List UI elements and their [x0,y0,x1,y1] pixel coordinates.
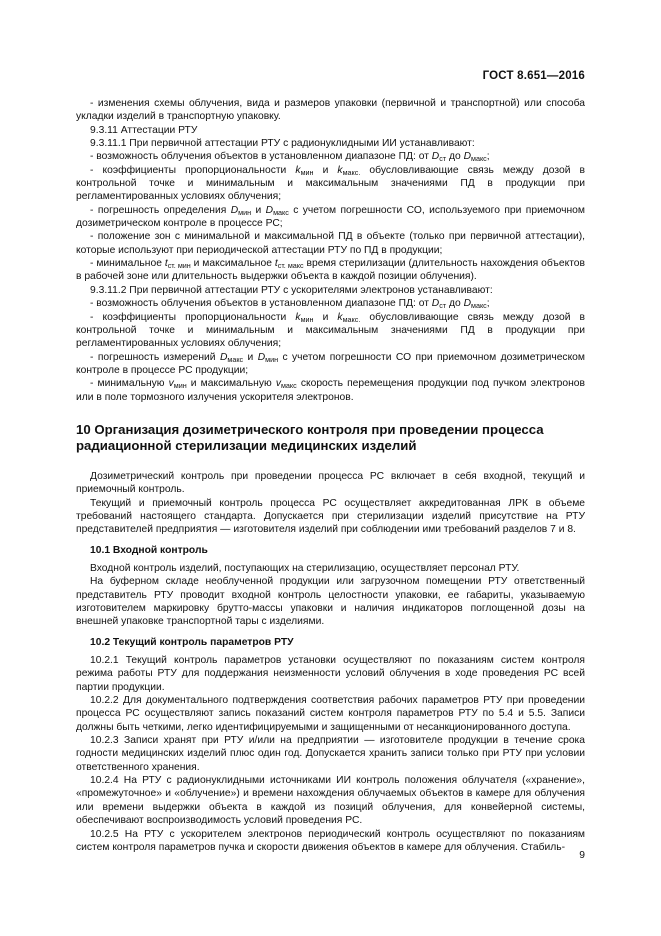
list-item: - погрешность измерений $D_{макс}$ и $D_{мин}$ с учетом погрешности СО при приемочном дозиметрическом контроле в процессе РС продукции; [76,351,585,376]
list-item: - минимальное $t_{ст. мин}$ и максимальное $t_{ст. макс}$ время стерилизации (длительность нахождения объектов в рабочей зоне или длительность выдержки объекта в каждой позиции облучения). [76,258,585,283]
paragraph: Входной контроль изделий, поступающих на стерилизацию, осуществляет персонал РТУ. [90,562,520,574]
subsection-heading: 10.2 Текущий контроль параметров РТУ [90,636,294,648]
paragraph: Текущий и приемочный контроль процесса РС осуществляет аккредитованная ЛРК в объеме требований настоящего стандарта. Допускается при стерилизации изделий присутствие на РТУ представителей предприятия — изготовителя изделий при соблюдении ими требований разделов 7 и 8. [76,497,585,536]
list-item: - коэффициенты пропорциональности $k_{мин}$ и $k_{макс.}$ обусловливающие связь между дозой в контрольной точке и минимальным и максимальным значениями ПД в продукции при регламентированных условиях облучения; [76,311,585,350]
paragraph: - изменения схемы облучения, вида и размеров упаковки (первичной и транспортной) или способа укладки изделий в транспортную упаковку. [76,98,585,123]
paragraph: 9.3.11.1 При первичной аттестации РТУ с радионуклидными ИИ устанавливают: [90,138,475,150]
clause-heading: 9.3.11 Аттестации РТУ [90,124,198,136]
list-item: - возможность облучения объектов в установленном диапазоне ПД: от $D_{ст}$ до $D_{макс}$; [90,151,490,164]
paragraph: Дозиметрический контроль при проведении процесса РС включает в себя входной, текущий и приемочный контроль. [76,470,585,496]
section-title: 10 Организация дозиметрического контроля при проведении процесса радиационной стерилизации медицинских изделий [76,421,544,454]
list-item: - минимальную $v_{мин}$ и максимальную $v_{макс}$ скорость перемещения продукции под пучком электронов или в поле тормозного излучения ускорителя электронов. [76,378,586,403]
paragraph: 9.3.11.2 При первичной аттестации РТУ с ускорителями электронов устанавливают: [90,284,493,296]
subsection-heading: 10.1 Входной контроль [90,544,208,556]
paragraph: 10.2.4 На РТУ с радионуклидными источниками ИИ контроль положения облучателя («хранение», «промежуточное» и «облучение») и времени нахождения облучаемых объектов в камере для облучения или времени выдержки объекта в каждой из позиций облучения, для конвейерной системы, обеспечивают воспроизводимость условий проведения РС. [76,775,585,827]
paragraph: На буферном складе необлученной продукции или загрузочном помещении РТУ ответственный представитель РТУ проводит входной контроль целостности упаковки, ее габариты, указываемую изготовителем маркировку брутто-массы упаковки и наличия индикаторов поглощенной дозы на внешней упаковке транспортной тары с изделиями. [76,576,585,628]
paragraph: 10.2.1 Текущий контроль параметров установки осуществляют по показаниям систем контроля режима работы РТУ для поддержания неизменности условий облучения в ходе проведения РС всей партии продукции. [76,655,585,693]
list-item: - возможность облучения объектов в установленном диапазоне ПД: от $D_{ст}$ до $D_{макс}$; [90,298,490,311]
paragraph: 10.2.2 Для документального подтверждения соответствия рабочих параметров РТУ при проведении процесса РС осуществляют запись показаний систем контроля параметров РТУ по 5.4 и 5.5. Записи должны быть четкими, легко идентифицируемыми и защищенными от несанкционированного доступа. [76,695,585,733]
standard-code: ГОСТ 8.651—2016 [482,70,585,82]
page-number: 9 [579,850,585,861]
paragraph: 10.2.5 На РТУ с ускорителем электронов периодический контроль осуществляют по показаниям систем контроля параметров пучка и скорости движения объектов в камере для облучения. Стабиль- [76,828,585,853]
document-body [76,97,585,854]
list-item: - коэффициенты пропорциональности $k_{мин}$ и $k_{макс.}$ обусловливающие связь между дозой в контрольной точке и минимальным и максимальным значениями ПД в продукции при регламентированных условиях облучения; [76,164,585,203]
list-item: - положение зон с минимальной и максимальной ПД в объекте (только при первичной аттестации), которые используют при периодической аттестации РТУ по ПД в продукции; [76,231,585,256]
list-item: - погрешность определения $D_{мин}$ и $D_{макс}$ с учетом погрешности СО, используемого при приемочном дозиметрическом контроле в процессе РС; [76,204,585,230]
paragraph: 10.2.3 Записи хранят при РТУ и/или на предприятии — изготовителе продукции в течение срока годности медицинских изделий плюс один год. Допускается хранить записи только при РТУ при условии ответственного хранения. [76,735,585,773]
